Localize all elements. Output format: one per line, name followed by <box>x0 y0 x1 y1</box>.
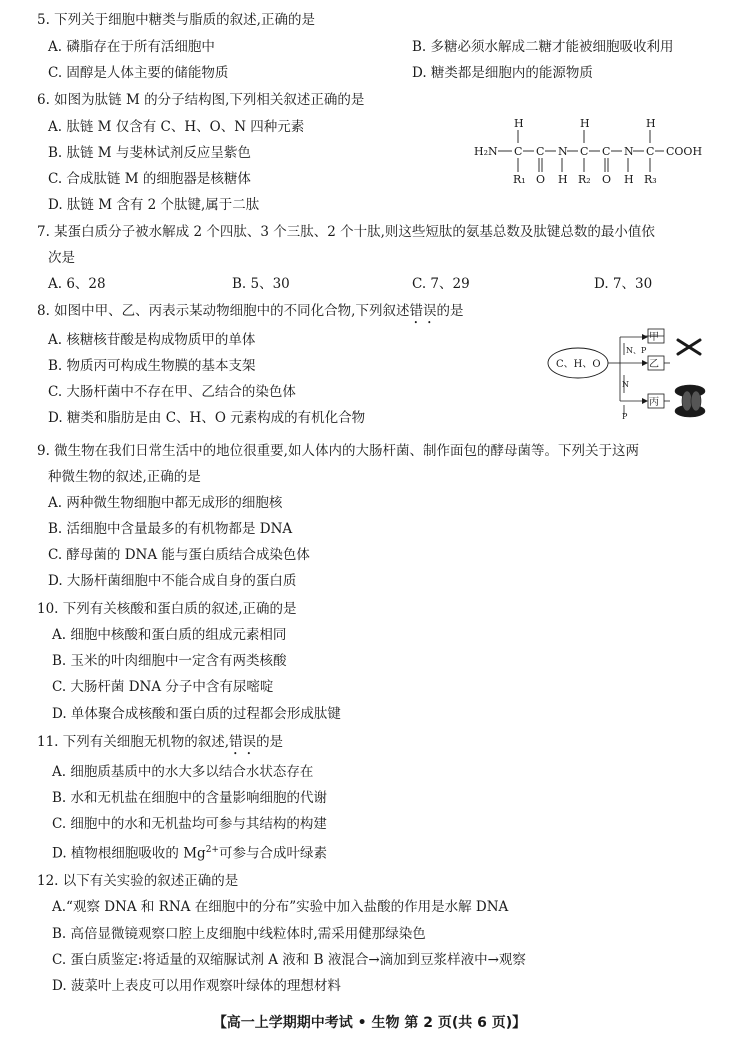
q10-stem: 10. 下列有关核酸和蛋白质的叙述,正确的是 <box>37 601 297 617</box>
q11-option-b: B. 水和无机盐在细胞中的含量影响细胞的代谢 <box>52 790 328 806</box>
q12-option-a: A.“观察 DNA 和 RNA 在细胞中的分布”实验中加入盐酸的作用是水解 DNA <box>52 899 509 915</box>
fig-n: N <box>622 380 629 389</box>
q7-option-d: D. 7、30 <box>594 276 653 292</box>
fig-h: H <box>624 173 634 186</box>
fig-h: H <box>580 117 590 130</box>
fig-c: C <box>602 145 611 158</box>
fig-bing: 丙 <box>649 397 659 408</box>
q10-option-a: A. 细胞中核酸和蛋白质的组成元素相同 <box>52 627 287 643</box>
fig-c: C <box>514 145 523 158</box>
fig-p: P <box>622 412 628 421</box>
fig-r3: R₃ <box>644 173 657 186</box>
fig-r2: R₂ <box>578 173 591 186</box>
q8-option-c: C. 大肠杆菌中不存在甲、乙结合的染色体 <box>48 384 296 400</box>
q5-stem: 5. 下列关于细胞中糖类与脂质的叙述,正确的是 <box>37 12 315 28</box>
fig-yi: 乙 <box>649 359 659 370</box>
q12-option-d: D. 菠菜叶上表皮可以用作观察叶绿体的理想材料 <box>52 978 341 994</box>
peptide-structure-figure <box>470 112 720 187</box>
fig-h: H <box>558 173 568 186</box>
q11-option-c: C. 细胞中的水和无机盐均可参与其结构的构建 <box>52 816 327 832</box>
q12-stem: 12. 以下有关实验的叙述正确的是 <box>37 873 239 889</box>
q8-option-b: B. 物质丙可构成生物膜的基本支架 <box>48 358 256 374</box>
fig-h2n: H₂N <box>474 145 498 158</box>
q8-option-d: D. 糖类和脂肪是由 C、H、O 元素构成的有机化合物 <box>48 410 366 426</box>
fig-n: N <box>624 145 634 158</box>
q6-stem: 6. 如图为肽链 M 的分子结构图,下列相关叙述正确的是 <box>37 92 365 108</box>
q6-option-b: B. 肽链 M 与斐林试剂反应呈紫色 <box>48 145 251 161</box>
q8-stem: 8. 如图中甲、乙、丙表示某动物细胞中的不同化合物,下列叙述错误的是 <box>37 303 464 319</box>
q6-option-d: D. 肽链 M 含有 2 个肽键,属于二肽 <box>48 197 260 213</box>
fig-o: O <box>602 173 612 186</box>
q8-option-a: A. 核糖核苷酸是构成物质甲的单体 <box>48 332 256 348</box>
q7-stem-line2: 次是 <box>48 250 75 266</box>
fig-jia: 甲 <box>649 332 659 343</box>
fig-o: O <box>536 173 546 186</box>
q5-option-c: C. 固醇是人体主要的储能物质 <box>48 65 229 81</box>
q5-option-b: B. 多糖必须水解成二糖才能被细胞吸收利用 <box>412 39 674 55</box>
q11-option-a: A. 细胞质基质中的水大多以结合水状态存在 <box>52 764 314 780</box>
fig-elements: C、H、O <box>556 359 601 370</box>
q11-option-d: D. 植物根细胞吸收的 $Mg^{2+}$可参与合成叶绿素 <box>52 845 327 862</box>
q9-option-a: A. 两种微生物细胞中都无成形的细胞核 <box>48 495 283 511</box>
fig-r1: R₁ <box>513 173 526 186</box>
fig-h: H <box>646 117 656 130</box>
fig-h: H <box>514 117 524 130</box>
q10-option-d: D. 单体聚合成核酸和蛋白质的过程都会形成肽键 <box>52 706 341 722</box>
fig-cooh: COOH <box>666 145 703 158</box>
fig-c: C <box>646 145 655 158</box>
q12-option-b: B. 高倍显微镜观察口腔上皮细胞中线粒体时,需采用健那绿染色 <box>52 926 426 942</box>
q11-emphasis: 错误 <box>229 734 257 750</box>
q9-stem-line2: 种微生物的叙述,正确的是 <box>48 469 201 485</box>
fig-n: N <box>558 145 568 158</box>
q7-stem-line1: 7. 某蛋白质分子被水解成 2 个四肽、3 个三肽、2 个十肽,则这些短肽的氨基总数及肽键总数的最小值依 <box>37 224 655 240</box>
q9-option-d: D. 大肠杆菌细胞中不能合成自身的蛋白质 <box>48 573 297 589</box>
q8-emphasis: 错误 <box>409 303 437 319</box>
q9-stem-line1: 9. 微生物在我们日常生活中的地位很重要,如人体内的大肠杆菌、制作面包的酵母菌等。下列关于这两 <box>37 443 639 459</box>
q10-option-b: B. 玉米的叶肉细胞中一定含有两类核酸 <box>52 653 287 669</box>
fig-c: C <box>580 145 589 158</box>
chromosome-icon <box>678 340 700 354</box>
q11-stem: 11. 下列有关细胞无机物的叙述,错误的是 <box>37 734 284 750</box>
q10-option-c: C. 大肠杆菌 DNA 分子中含有尿嘧啶 <box>52 679 274 695</box>
page-footer: 【高一上学期期中考试 • 生物 第 2 页(共 6 页)】 <box>212 1015 527 1031</box>
q7-option-a: A. 6、28 <box>48 276 106 292</box>
q9-option-b: B. 活细胞中含量最多的有机物都是 DNA <box>48 521 293 537</box>
membrane-icon <box>675 385 705 417</box>
compound-diagram-figure <box>540 327 720 422</box>
q12-option-c: C. 蛋白质鉴定:将适量的双缩脲试剂 A 液和 B 液混合→滴加到豆浆样液中→观察 <box>52 952 526 968</box>
q5-option-d: D. 糖类都是细胞内的能源物质 <box>412 65 593 81</box>
fig-np: N、P <box>626 346 647 355</box>
fig-c: C <box>536 145 545 158</box>
q6-option-a: A. 肽链 M 仅含有 C、H、O、N 四种元素 <box>48 119 305 135</box>
q7-option-c: C. 7、29 <box>412 276 470 292</box>
q5-option-a: A. 磷脂存在于所有活细胞中 <box>48 39 215 55</box>
q9-option-c: C. 酵母菌的 DNA 能与蛋白质结合成染色体 <box>48 547 310 563</box>
q7-option-b: B. 5、30 <box>232 276 290 292</box>
q6-option-c: C. 合成肽链 M 的细胞器是核糖体 <box>48 171 251 187</box>
